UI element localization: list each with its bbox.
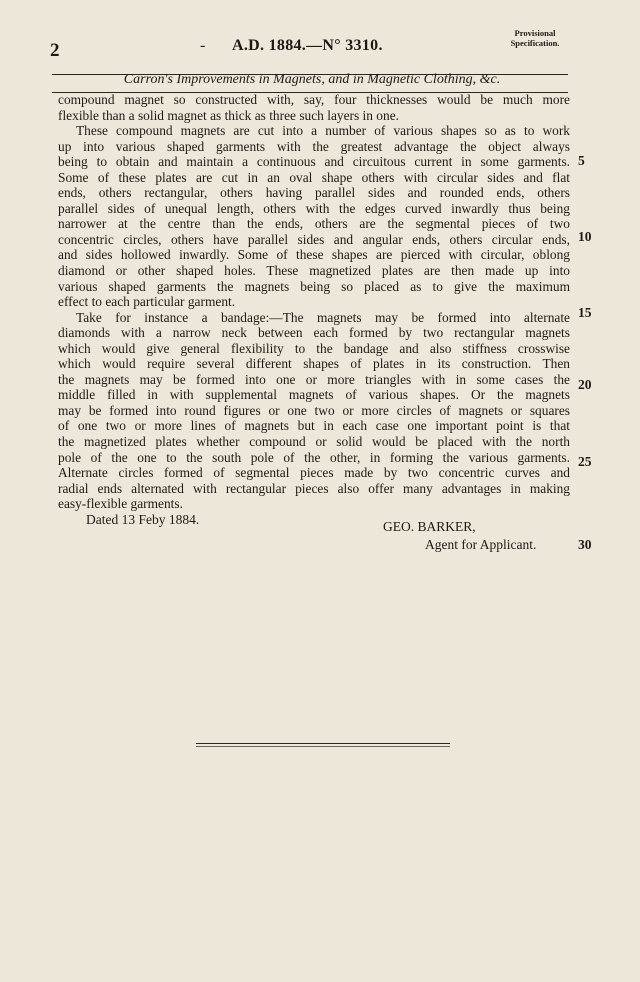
body-line: easy-flexible garments. [58,496,183,512]
body-line: compound magnet so constructed with, say, four thicknesses would be much more [58,92,570,107]
body-line: narrower at the centre than the ends, others are the segmental pieces of two [58,216,570,232]
body-line: Take for instance a bandage:—The magnets may be formed into alternate [76,309,570,325]
body-line: of one two or more lines of magnets but in each case one important point is that [58,418,570,434]
body-line: being to obtain and maintain a continuous and circuitous current in some garments. [58,154,570,170]
body-line: Alternate circles formed of segmental pieces made by two concentric curves and [58,465,570,481]
line-number-25: 25 [578,454,592,469]
body-line: concentric circles, others have parallel sides and angular ends, others circular ends, [58,231,570,247]
running-title: Carron's Improvements in Magnets, and in Magnetic Clothing, &c. [123,72,501,87]
body-line: middle filled in with supplemental magnets of various shapes. Or the magnets [58,387,570,403]
body-line: up into various shaped garments with the greatest advantage the object always [58,138,570,154]
specification-body [58,92,570,512]
signatory-name: GEO. BARKER, [383,519,476,534]
body-line: Some of these plates are cut in an oval shape others with circular sides and flat [58,169,570,185]
body-line: may be formed into round figures or one two or more circles of magnets or squares [58,402,570,418]
line-number-15: 15 [578,305,592,320]
patent-title: A.D. 1884.—N° 3310. [232,37,383,54]
body-line: pole of the one to the south pole of the other, in forming the various garments. [58,449,570,465]
body-line: which would give general flexibility to the bandage and also stiffness crosswise [58,340,570,356]
specification-label: Specification. [510,38,560,48]
provisional-specification-label [500,28,570,48]
line-number-20: 20 [578,377,592,392]
body-line: ends, others rectangular, others having parallel sides and rounded ends, others [58,185,570,201]
closing-rule [196,743,450,744]
body-line: diamond or other shaped holes. These magnetized plates are then made up into [58,263,570,279]
body-line: flexible than a solid magnet as thick as three such layers in one. [58,107,399,123]
page-number: 2 [50,40,60,61]
body-line: and sides hollowed inwardly. Some of these shapes are pierced with circular, oblong [58,247,570,263]
body-line: effect to each particular garment. [58,294,236,310]
line-number-30: 30 [578,537,592,552]
header-dash: - [200,37,206,54]
line-number-5: 5 [578,153,585,168]
date-line: Dated 13 Feby 1884. [86,512,200,527]
body-line: parallel sides of unequal length, others with the edges curved inwardly thus being [58,200,570,216]
body-line: diamonds with a narrow neck between each formed by two rectangular magnets [58,325,570,341]
body-line: radial ends alternated with rectangular pieces also offer many advantages in making [58,480,570,496]
body-line: the magnets may be formed into one or more triangles with in some cases the [58,371,570,387]
line-number-10: 10 [578,229,592,244]
body-line: which would require several different shapes of plates in its construction. Then [58,356,570,372]
signatory-role: Agent for Applicant. [425,537,537,552]
body-line: various shaped garments the magnets being so placed as to give the maximum [58,278,570,294]
body-line: the magnetized plates whether compound or solid would be placed with the north [58,434,570,450]
provisional-label: Provisional [514,28,556,38]
body-line: These compound magnets are cut into a number of various shapes so as to work [76,123,570,139]
